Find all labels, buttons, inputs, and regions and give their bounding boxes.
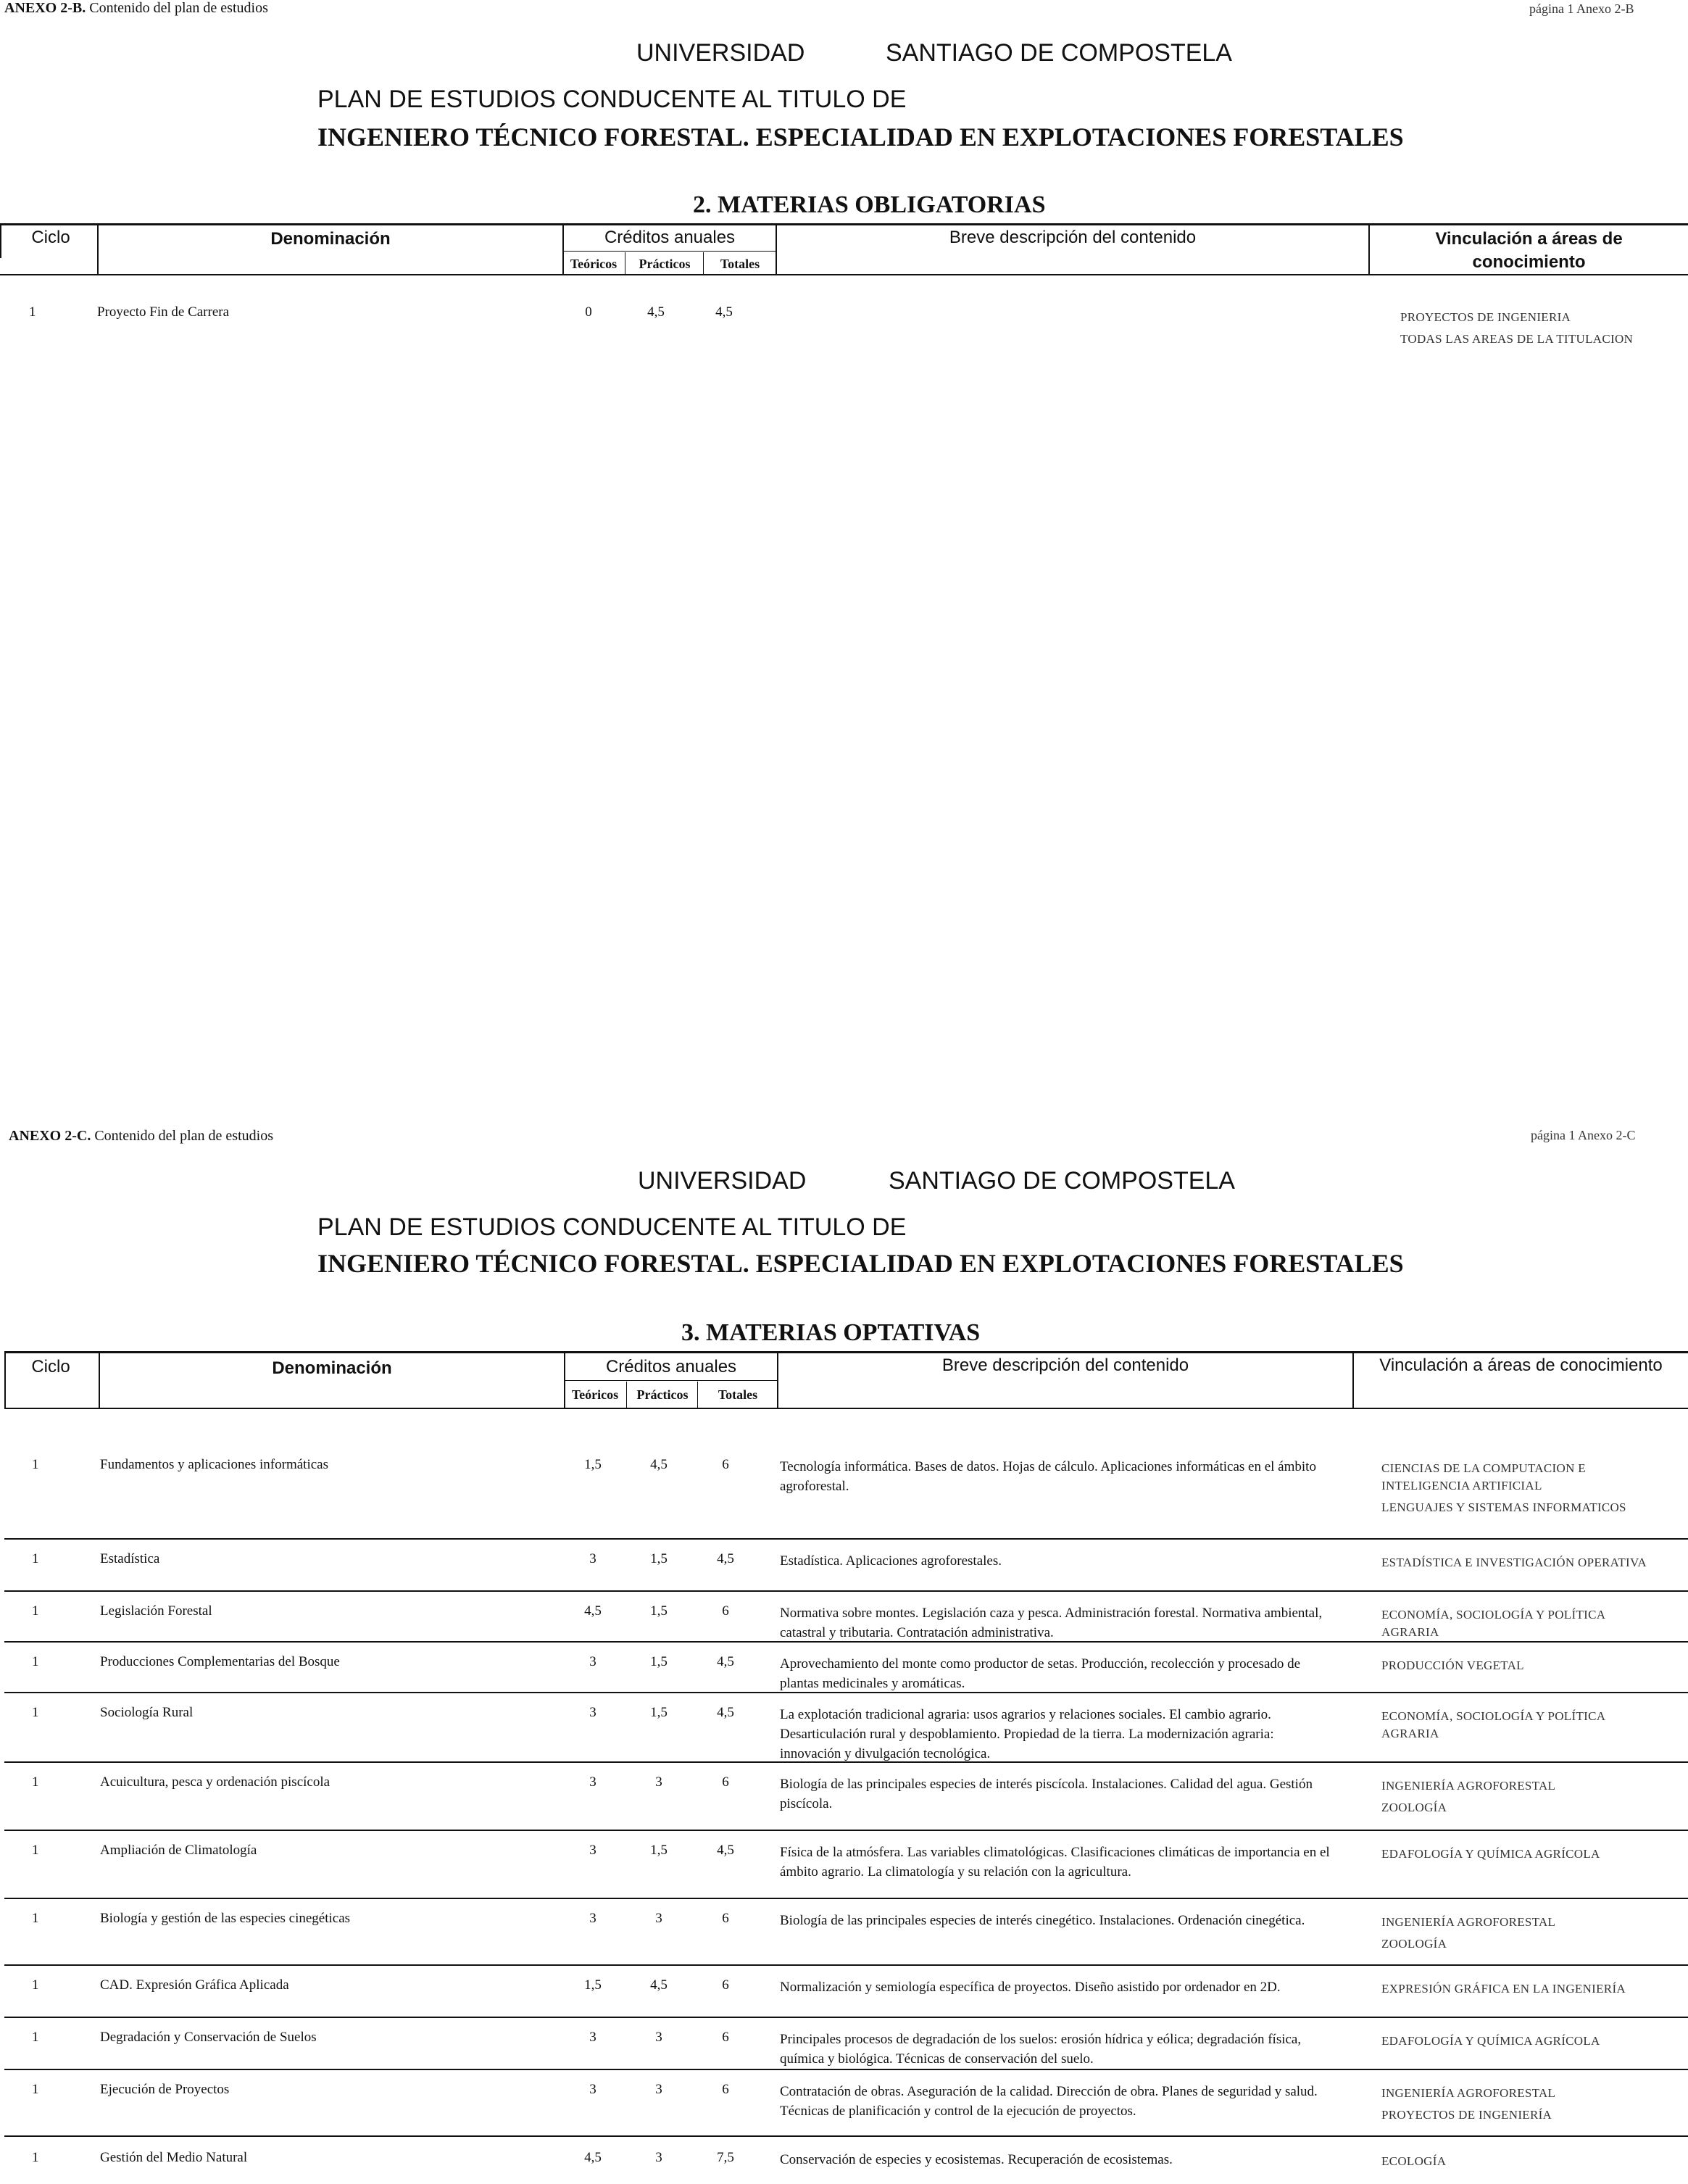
credits-subrule [564, 1380, 777, 1381]
area-item: ZOOLOGÍA [1381, 1937, 1447, 1951]
cell-denominacion: Proyecto Fin de Carrera [97, 304, 230, 320]
cell-practicos: 3 [655, 1911, 662, 1926]
cell-descripcion: Biología de las principales especies de interés piscícola. Instalaciones. Calidad del agua. Gestión piscícola. [780, 1777, 1313, 1811]
cell-descripcion: Física de la atmósfera. Las variables climatológicas. Clasificaciones climáticas de importancia en el ámbito agrario. La climatología y su relación con la agricultura. [780, 1845, 1330, 1880]
cell-totales: 7,5 [717, 2150, 734, 2165]
row-separator [4, 1538, 1688, 1540]
area-item: ECONOMÍA, SOCIOLOGÍA Y POLÍTICA AGRARIA [1381, 1709, 1605, 1740]
cell-areas [1381, 1554, 1657, 1576]
col-descripcion: Breve descripción del contenido [941, 1355, 1189, 1375]
row-separator [4, 1830, 1688, 1831]
cell-areas [1381, 1708, 1657, 1747]
table-header-rule [0, 274, 1688, 275]
col-vinculacion-line1: Vinculación a áreas de [1435, 229, 1623, 249]
area-item: ECONOMÍA, SOCIOLOGÍA Y POLÍTICA AGRARIA [1381, 1608, 1605, 1639]
credits-subrule [562, 251, 776, 252]
area-item: EDAFOLOGÍA Y QUÍMICA AGRÍCOLA [1381, 2034, 1600, 2048]
cell-areas [1381, 1777, 1657, 1821]
col-teoricos: Teóricos [570, 257, 618, 271]
university-name: SANTIAGO DE COMPOSTELA [889, 1167, 1235, 1195]
cell-descripcion: Contratación de obras. Aseguración de la calidad. Dirección de obra. Planes de seguridad y salud. Técnicas de planificación y control de la ejecución de proyectos. [780, 2084, 1318, 2119]
cell-teoricos: 1,5 [584, 1457, 602, 1472]
cell-ciclo: 1 [32, 1774, 39, 1790]
cell-denominacion: Degradación y Conservación de Suelos [100, 2030, 317, 2045]
area-item: LENGUAJES Y SISTEMAS INFORMATICOS [1381, 1500, 1626, 1514]
cell-ciclo: 1 [32, 1551, 39, 1566]
cell-practicos: 1,5 [650, 1843, 668, 1858]
cell-areas [1381, 2153, 1657, 2175]
cell-denominacion: Legislación Forestal [100, 1603, 212, 1619]
cell-practicos: 1,5 [650, 1705, 668, 1720]
cell-denominacion: Sociología Rural [100, 1705, 194, 1720]
cell-denominacion: Acuicultura, pesca y ordenación piscícola [100, 1774, 330, 1790]
col-vinculacion-line2: conocimiento [1472, 252, 1586, 272]
area-item: INGENIERÍA AGROFORESTAL [1381, 2086, 1556, 2100]
cell-practicos: 3 [655, 2082, 662, 2097]
area-item: EXPRESIÓN GRÁFICA EN LA INGENIERÍA [1381, 1982, 1626, 1996]
cell-practicos: 3 [655, 2150, 662, 2165]
cell-descripcion: Tecnología informática. Bases de datos. Hojas de cálculo. Aplicaciones informáticas en el ámbito agroforestal. [780, 1459, 1316, 1494]
col-practicos: Prácticos [639, 257, 691, 271]
cell-teoricos: 4,5 [584, 2150, 602, 2165]
row-separator [4, 1964, 1688, 1966]
column-divider [697, 1382, 698, 1408]
cell-teoricos: 3 [589, 2030, 596, 2045]
col-creditos: Créditos anuales [605, 1357, 737, 1377]
col-creditos: Créditos anuales [604, 228, 736, 247]
cell-ciclo: 1 [32, 1843, 39, 1858]
cell-practicos: 4,5 [647, 304, 665, 320]
cell-teoricos: 3 [589, 1774, 596, 1790]
degree-title: INGENIERO TÉCNICO FORESTAL. ESPECIALIDAD EN EXPLOTACIONES FORESTALES [317, 123, 1404, 151]
cell-areas [1381, 1845, 1657, 1867]
row-separator [4, 2017, 1688, 2018]
row-separator [4, 1898, 1688, 1899]
cell-practicos: 3 [655, 2030, 662, 2045]
col-descripcion: Breve descripción del contenido [949, 228, 1197, 247]
cell-practicos: 1,5 [650, 1603, 668, 1619]
university-label: UNIVERSIDAD [638, 1167, 807, 1195]
cell-practicos: 4,5 [650, 1977, 668, 1993]
annex-label: ANEXO 2-C. [9, 1128, 91, 1144]
cell-practicos: 3 [655, 1774, 662, 1790]
page-number: página 1 Anexo 2-B [1529, 1, 1634, 16]
cell-descripcion: Normalización y semiología específica de proyectos. Diseño asistido por ordenador en 2D. [780, 1980, 1281, 1995]
cell-totales: 6 [722, 1457, 729, 1472]
col-ciclo: Ciclo [31, 228, 70, 247]
cell-areas [1381, 1980, 1657, 2002]
cell-teoricos: 3 [589, 1551, 596, 1566]
area-item: CIENCIAS DE LA COMPUTACION E INTELIGENCIA ARTIFICIAL [1381, 1461, 1586, 1492]
degree-title: INGENIERO TÉCNICO FORESTAL. ESPECIALIDAD EN EXPLOTACIONES FORESTALES [317, 1249, 1404, 1278]
page-header-left [9, 1128, 273, 1145]
cell-denominacion: Gestión del Medio Natural [100, 2150, 248, 2165]
cell-totales: 6 [722, 2082, 729, 2097]
cell-denominacion: Biología y gestión de las especies cinegéticas [100, 1911, 351, 1926]
cell-ciclo: 1 [32, 1457, 39, 1472]
column-divider [703, 252, 704, 274]
cell-areas [1381, 2033, 1657, 2054]
area-item: INGENIERÍA AGROFORESTAL [1381, 1915, 1556, 1929]
col-vinculacion: Vinculación a áreas de conocimiento [1379, 1355, 1663, 1375]
cell-totales: 4,5 [717, 1654, 734, 1669]
cell-totales: 6 [722, 1911, 729, 1926]
plan-heading: PLAN DE ESTUDIOS CONDUCENTE AL TITULO DE [317, 86, 907, 113]
cell-teoricos: 3 [589, 1911, 596, 1926]
row-separator [4, 1641, 1688, 1643]
annex-label: ANEXO 2-B. [4, 0, 86, 16]
col-teoricos: Teóricos [571, 1387, 619, 1402]
cell-ciclo: 1 [32, 2030, 39, 2045]
area-item: ECOLOGÍA [1381, 2154, 1447, 2168]
cell-descripcion: Principales procesos de degradación de los suelos: erosión hídrica y eólica; degradación física, química y biológica. Técnicas de conservación del suelo. [780, 2032, 1302, 2067]
cell-ciclo: 1 [29, 304, 36, 320]
cell-areas [1381, 1657, 1657, 1679]
cell-descripcion: Conservación de especies y ecosistemas. Recuperación de ecosistemas. [780, 2152, 1173, 2167]
cell-teoricos: 0 [585, 304, 592, 320]
table-header-rule [4, 1408, 1688, 1409]
cell-descripcion: Normativa sobre montes. Legislación caza y pesca. Administración forestal. Normativa ambiental, catastral y tributaria. Contratación administrativa. [780, 1606, 1323, 1640]
cell-areas [1400, 309, 1683, 352]
cell-totales: 4,5 [717, 1705, 734, 1720]
col-denominacion: Denominación [272, 1358, 392, 1378]
col-practicos: Prácticos [636, 1387, 689, 1402]
row-separator [4, 2135, 1688, 2137]
cell-denominacion: Ejecución de Proyectos [100, 2082, 230, 2097]
cell-practicos: 1,5 [650, 1551, 668, 1566]
cell-practicos: 4,5 [650, 1457, 668, 1472]
cell-denominacion: Ampliación de Climatología [100, 1843, 257, 1858]
column-divider [626, 1382, 627, 1408]
cell-teoricos: 4,5 [584, 1603, 602, 1619]
annex-description: Contenido del plan de estudios [94, 1128, 273, 1144]
cell-denominacion: CAD. Expresión Gráfica Aplicada [100, 1977, 289, 1993]
column-divider [0, 225, 1, 258]
annex-description: Contenido del plan de estudios [89, 0, 268, 16]
cell-teoricos: 1,5 [584, 1977, 602, 1993]
cell-denominacion: Estadística [100, 1551, 160, 1566]
cell-totales: 4,5 [715, 304, 733, 320]
cell-ciclo: 1 [32, 2150, 39, 2165]
area-item: ESTADÍSTICA E INVESTIGACIÓN OPERATIVA [1381, 1556, 1647, 1569]
cell-practicos: 1,5 [650, 1654, 668, 1669]
column-divider [4, 1353, 6, 1408]
area-item: INGENIERÍA AGROFORESTAL [1381, 1779, 1556, 1793]
cell-totales: 6 [722, 2030, 729, 2045]
cell-ciclo: 1 [32, 2082, 39, 2097]
area-item: PRODUCCIÓN VEGETAL [1381, 1658, 1524, 1672]
cell-ciclo: 1 [32, 1603, 39, 1619]
cell-denominacion: Fundamentos y aplicaciones informáticas [100, 1457, 328, 1472]
cell-denominacion: Producciones Complementarias del Bosque [100, 1654, 340, 1669]
table-top-rule [0, 223, 1688, 225]
col-ciclo: Ciclo [31, 1357, 70, 1377]
col-denominacion: Denominación [270, 229, 391, 249]
cell-ciclo: 1 [32, 1911, 39, 1926]
cell-teoricos: 3 [589, 1654, 596, 1669]
row-separator [4, 2069, 1688, 2070]
cell-totales: 6 [722, 1603, 729, 1619]
cell-descripcion: Biología de las principales especies de interés cinegético. Instalaciones. Ordenación cinegética. [780, 1913, 1305, 1928]
col-totales: Totales [718, 1387, 758, 1402]
cell-teoricos: 3 [589, 1705, 596, 1720]
area-item: EDAFOLOGÍA Y QUÍMICA AGRÍCOLA [1381, 1847, 1600, 1861]
section-title: 2. MATERIAS OBLIGATORIAS [693, 191, 1046, 218]
table-top-rule [4, 1351, 1688, 1353]
section-title: 3. MATERIAS OPTATIVAS [681, 1319, 981, 1346]
page-number: página 1 Anexo 2-C [1531, 1128, 1636, 1142]
row-separator [4, 1692, 1688, 1693]
cell-ciclo: 1 [32, 1705, 39, 1720]
cell-totales: 6 [722, 1977, 729, 1993]
area-item: ZOOLOGÍA [1381, 1801, 1447, 1814]
cell-areas [1381, 2085, 1657, 2128]
cell-descripcion: Aprovechamiento del monte como productor de setas. Producción, recolección y procesado de plantas medicinales y aromáticas. [780, 1656, 1301, 1691]
cell-areas [1381, 1914, 1657, 1957]
cell-teoricos: 3 [589, 2082, 596, 2097]
page-header-left [4, 0, 268, 17]
cell-teoricos: 3 [589, 1843, 596, 1858]
cell-totales: 6 [722, 1774, 729, 1790]
area-item: TODAS LAS AREAS DE LA TITULACION [1400, 332, 1634, 346]
cell-totales: 4,5 [717, 1843, 734, 1858]
cell-ciclo: 1 [32, 1977, 39, 1993]
row-separator [4, 1761, 1688, 1763]
cell-totales: 4,5 [717, 1551, 734, 1566]
col-totales: Totales [720, 257, 760, 271]
cell-areas [1381, 1460, 1657, 1521]
university-label: UNIVERSIDAD [636, 39, 805, 67]
cell-areas [1381, 1606, 1657, 1645]
cell-descripcion: La explotación tradicional agraria: usos agrarios y relaciones sociales. El cambio agrario. Desarticulación rural y despoblamiento. Propiedad de la tierra. La modernización agraria: innovación y divulgación tecnológica. [780, 1707, 1274, 1761]
plan-heading: PLAN DE ESTUDIOS CONDUCENTE AL TITULO DE [317, 1213, 907, 1241]
university-name: SANTIAGO DE COMPOSTELA [886, 39, 1232, 67]
area-item: PROYECTOS DE INGENIERIA [1400, 310, 1571, 324]
area-item: PROYECTOS DE INGENIERÍA [1381, 2108, 1552, 2122]
cell-ciclo: 1 [32, 1654, 39, 1669]
row-separator [4, 1590, 1688, 1592]
cell-descripcion: Estadística. Aplicaciones agroforestales. [780, 1553, 1002, 1569]
